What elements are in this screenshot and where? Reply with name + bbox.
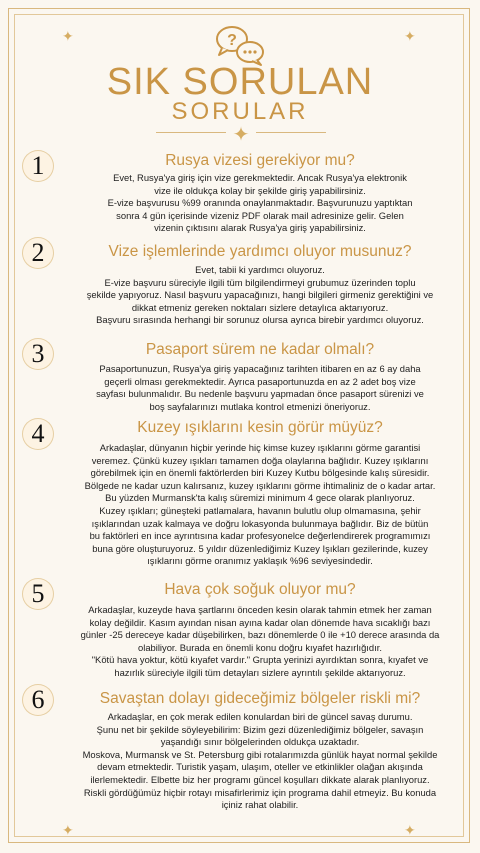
page-title-line2: SORULAR (171, 98, 309, 125)
faq-answer: Evet, tabii ki yardımcı oluyoruz. E-vize başvuru süreciyle ilgili tüm bilgilendirmeyi grubumuz üzerinden toplu şekilde yapıyoruz. Nasıl başvuru yapacağınızı, hangi bilgileri girmeniz gerektiğini ve dikkat etmeniz gereken noktaları sizlere detaylıca aktarıyoruz. Başvuru sırasında herhangi bir sorunuz olursa ayrıca birebir yardımcı oluyoruz. (86, 264, 434, 326)
sparkle-star-icon: ✦ (232, 124, 250, 146)
sparkle-icon: ✦ (404, 822, 416, 838)
faq-question: Kuzey ışıklarını kesin görür müyüz? (137, 419, 383, 436)
faq-question: Rusya vizesi gerekiyor mu? (165, 152, 355, 169)
faq-number: 6 (22, 684, 54, 716)
faq-number: 2 (22, 237, 54, 269)
faq-question: Hava çok soğuk oluyor mu? (164, 581, 356, 598)
faq-answer: Arkadaşlar, en çok merak edilen konulardan biri de güncel savaş durumu. Şunu net bir şekilde söyleyebilirim: Bizim gezi düzenlediğimiz bölgeler, savaşın yaşandığı sınır bölgelerinden oldukça uzaktadır. Moskova, Murmansk ve St. Petersburg gibi rotalarımızda günlük hayat normal şekilde devam etmektedir. Turistik yaşam, ulaşım, oteller ve etkinlikler olağan akışında ilerlemektedir. Elbette biz her programı güncel koşulları dikkate alarak planlıyoruz. Riskli gördüğümüz hiçbir rotayı misafirlerimiz için programa dahil etmeyiz. Bu konuda içiniz rahat olabilir. (82, 711, 438, 811)
faq-answer: Arkadaşlar, dünyanın hiçbir yerinde hiç kimse kuzey ışıklarını görme garantisi veremez. Çünkü kuzey ışıkları tamamen doğa olaylarına bağlıdır. Kuzey ışıklarını görebilmek için en önemli faktörlerden biri Kuzey Kutbu bölgesinde kalış süresidir. Bölgede ne kadar uzun kalırsanız, kuzey ışıklarını görme ihtimaliniz de o kadar artar. Bu yüzden Murmansk'ta kalış süremizi minimum 4 gece olarak planlıyoruz. Kuzey ışıkları; güneşteki patlamalara, havanın bulutlu olup olmamasına, şehir ışıklarından uzak kalmaya ve doğru lokasyonda bulunmaya bağlıdır. Biz de bütün bu faktörleri en ince ayrıntısına kadar profesyonelce değerlendirerek programımızı buna göre oluşturuyoruz. 5 yıldır düzenlediğimiz Kuzey Işıkları gezilerinde, kuzey ışıklarını görme oranımız yaklaşık %96 seviyesindedir. (84, 442, 436, 567)
faq-answer: Evet, Rusya'ya giriş için vize gerekmektedir. Ancak Rusya'ya elektronik vize ile oldukça kolay bir şekilde giriş yapabilirsiniz. E-vize başvurusu %99 oranında onaylanmaktadır. Başvurunuzu yaptıktan sonra 4 gün içerisinde vizeniz PDF olarak mail adresinize gelir. Gelen vizenin çıktısını alarak Rusya'ya giriş yapabilirsiniz. (107, 172, 413, 234)
faq-question: Pasaport sürem ne kadar olmalı? (145, 341, 375, 358)
faq-question: Savaştan dolayı gideceğimiz bölgeler riskli mi? (99, 690, 421, 707)
faq-number: 1 (22, 150, 54, 182)
faq-number: 4 (22, 418, 54, 450)
faq-number: 5 (22, 578, 54, 610)
title-divider-left (156, 132, 226, 133)
faq-answer: Arkadaşlar, kuzeyde hava şartlarını önceden kesin olarak tahmin etmek her zaman kolay değildir. Kasım ayından nisan ayına kadar olan dönemde hava sıcaklığı bazı günler -25 dereceye kadar düşebilirken, bazı dönemlerde 0 ile +10 derece arasında da olabiliyor. Burada en önemli konu doğru kıyafet hazırlığıdır. "Kötü hava yoktur, kötü kıyafet vardır." Grupta yerinizi ayırdıktan sonra, kıyafet ve hazırlık süreciyle ilgili tüm detayları sizlere ayrıntılı şekilde aktarıyoruz. (80, 604, 440, 678)
faq-number: 3 (22, 338, 54, 370)
page-title-line1: SIK SORULAN (106, 61, 374, 103)
sparkle-icon: ✦ (62, 822, 74, 838)
svg-text:?: ? (227, 32, 237, 49)
sparkle-icon: ✦ (404, 28, 416, 44)
faq-answer: Pasaportunuzun, Rusya'ya giriş yapacağınız tarihten itibaren en az 6 ay daha geçerli olması gerekmektedir. Ayrıca pasaportunuzda en az 2 adet boş vize sayfası bulunmalıdır. Bu nedenle başvuru yapmadan önce pasaport sürenizi ve boş sayfalarınızı mutlaka kontrol etmenizi öneriyoruz. (96, 363, 424, 412)
sparkle-icon: ✦ (62, 28, 74, 44)
title-divider-right (256, 132, 326, 133)
faq-question: Vize işlemlerinde yardımcı oluyor musunuz? (108, 243, 412, 260)
